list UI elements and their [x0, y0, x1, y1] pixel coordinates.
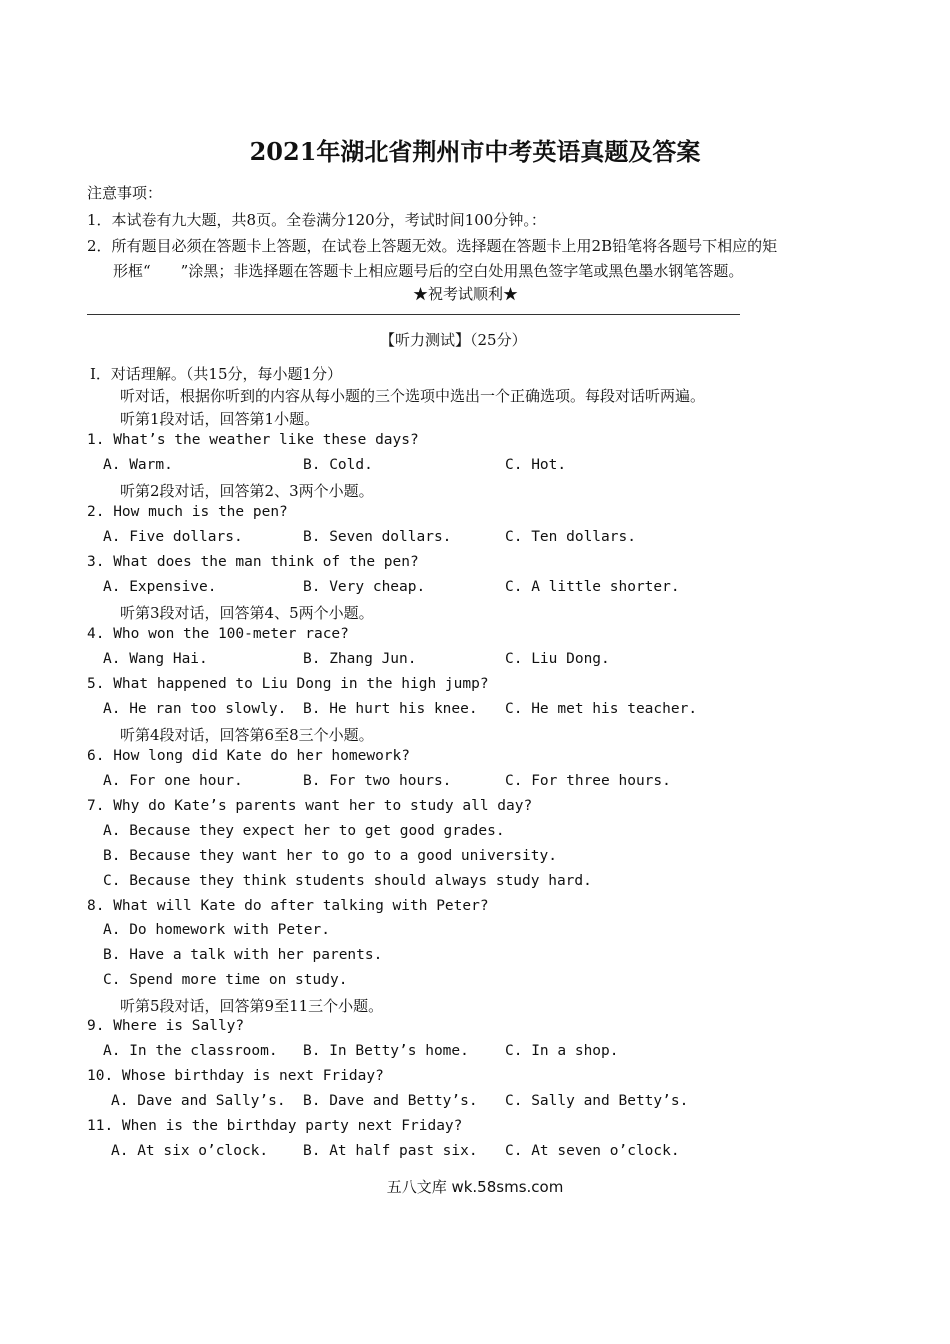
- part1-instruction: 听对话，根据你听到的内容从每小题的三个选项中选出一个正确选项。每段对话听两遍。: [120, 387, 706, 405]
- option-b: B. Seven dollars.: [303, 529, 452, 545]
- page-title: 2021年湖北省荆州市中考英语真题及答案: [249, 137, 701, 166]
- option-b: B. Have a talk with her parents.: [103, 947, 383, 963]
- divider-line: [87, 314, 740, 315]
- question-stem: 11. When is the birthday party next Friday?: [87, 1118, 463, 1134]
- footer-watermark: 五八文库 wk.58sms.com: [386, 1178, 564, 1196]
- option-b: B. In Betty’s home.: [303, 1043, 469, 1059]
- dialogue-3-instruction: 听第3段对话，回答第4、5两个小题。: [120, 604, 374, 622]
- option-a: A. For one hour.: [103, 773, 243, 789]
- option-a: A. Five dollars.: [103, 529, 243, 545]
- option-c: C. Liu Dong.: [505, 651, 610, 667]
- option-b: B. Cold.: [303, 457, 373, 473]
- option-b: B. Very cheap.: [303, 579, 426, 595]
- option-c: C. Sally and Betty’s.: [505, 1093, 689, 1109]
- notes-item-1: 1．本试卷有九大题，共8页。全卷满分120分，考试时间100分钟。：: [87, 211, 546, 229]
- option-c: C. At seven o’clock.: [505, 1143, 680, 1159]
- dialogue-5-instruction: 听第5段对话，回答第9至11三个小题。: [120, 997, 384, 1015]
- option-b: B. Because they want her to go to a good university.: [103, 848, 557, 864]
- option-c: C. Spend more time on study.: [103, 972, 348, 988]
- option-b: B. Dave and Betty’s.: [303, 1093, 478, 1109]
- option-a: A. At six o’clock.: [111, 1143, 269, 1159]
- dialogue-4-instruction: 听第4段对话，回答第6至8三个小题。: [120, 726, 374, 744]
- option-a: A. In the classroom.: [103, 1043, 278, 1059]
- wish-text: ★祝考试顺利★: [413, 285, 519, 303]
- question-stem: 1. What’s the weather like these days?: [87, 432, 419, 448]
- option-a: A. Dave and Sally’s.: [111, 1093, 286, 1109]
- part1-heading: Ⅰ．对话理解。（共15分，每小题1分）: [90, 365, 343, 383]
- option-b: B. He hurt his knee.: [303, 701, 478, 717]
- option-c: C. He met his teacher.: [505, 701, 698, 717]
- question-stem: 3. What does the man think of the pen?: [87, 554, 419, 570]
- section-title: 【听力测试】（25分）: [380, 331, 527, 349]
- option-c: C. Ten dollars.: [505, 529, 636, 545]
- option-a: A. Because they expect her to get good grades.: [103, 823, 505, 839]
- dialogue-2-instruction: 听第2段对话，回答第2、3两个小题。: [120, 482, 374, 500]
- notes-item-2-line-1: 2．所有题目必须在答题卡上答题，在试卷上答题无效。选择题在答题卡上用2B铅笔将各题号下相应的矩: [87, 237, 778, 255]
- question-stem: 7. Why do Kate’s parents want her to study all day?: [87, 798, 533, 814]
- question-stem: 2. How much is the pen?: [87, 504, 288, 520]
- option-a: A. Warm.: [103, 457, 173, 473]
- question-stem: 10. Whose birthday is next Friday?: [87, 1068, 384, 1084]
- option-c: C. In a shop.: [505, 1043, 619, 1059]
- question-stem: 4. Who won the 100-meter race?: [87, 626, 349, 642]
- option-b: B. Zhang Jun.: [303, 651, 417, 667]
- question-stem: 8. What will Kate do after talking with Peter?: [87, 898, 489, 914]
- question-stem: 6. How long did Kate do her homework?: [87, 748, 411, 764]
- option-c: C. Hot.: [505, 457, 567, 473]
- dialogue-1-instruction: 听第1段对话，回答第1小题。: [120, 410, 320, 428]
- option-c: C. A little shorter.: [505, 579, 680, 595]
- option-b: B. At half past six.: [303, 1143, 478, 1159]
- question-stem: 9. Where is Sally?: [87, 1018, 245, 1034]
- option-a: A. Expensive.: [103, 579, 217, 595]
- option-a: A. Do homework with Peter.: [103, 922, 330, 938]
- option-a: A. He ran too slowly.: [103, 701, 287, 717]
- option-b: B. For two hours.: [303, 773, 452, 789]
- notes-item-2-line-2: 形框“ ”涂黑；非选择题在答题卡上相应题号后的空白处用黑色签字笔或黑色墨水钢笔答题。: [113, 262, 744, 280]
- option-c: C. Because they think students should always study hard.: [103, 873, 592, 889]
- notes-heading: 注意事项：: [87, 184, 163, 202]
- option-a: A. Wang Hai.: [103, 651, 208, 667]
- option-c: C. For three hours.: [505, 773, 671, 789]
- question-stem: 5. What happened to Liu Dong in the high jump?: [87, 676, 489, 692]
